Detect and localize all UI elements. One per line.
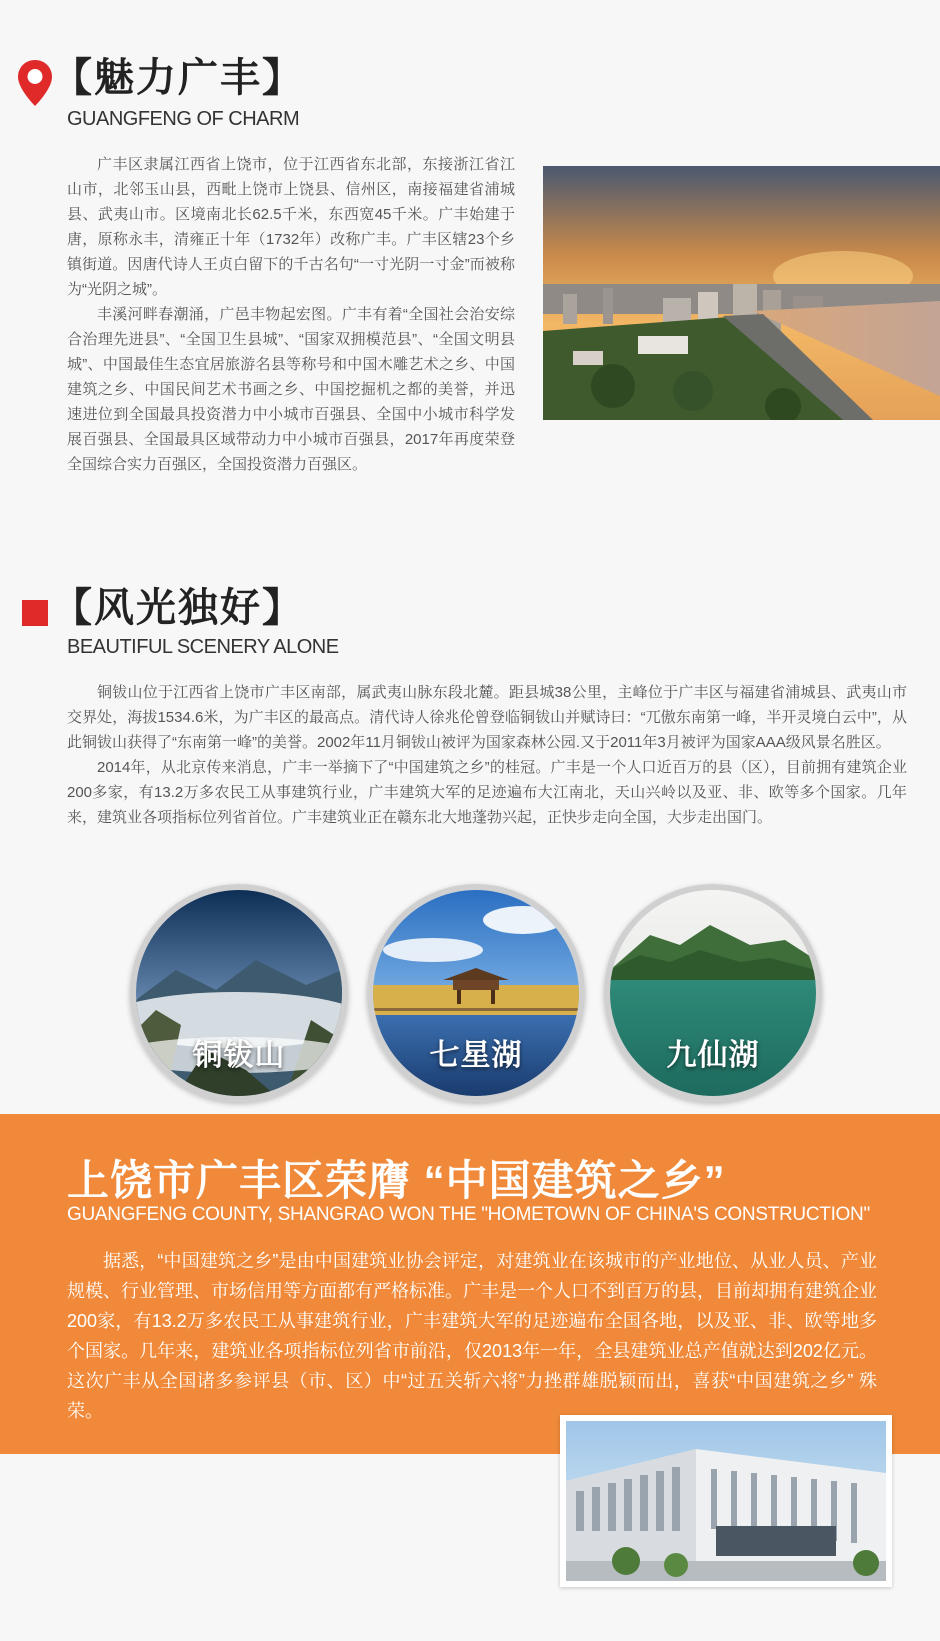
scenic-spot-tongboshan bbox=[130, 884, 348, 1102]
section-body-scenery bbox=[67, 680, 907, 830]
paragraph: 据悉，“中国建筑之乡”是由中国建筑业协会评定，对建筑业在该城市的产业地位、从业人员、产业规模、行业管理、市场信用等方面都有严格标准。广丰是一个人口不到百万的县，目前却拥有建筑企业200家，有13.2万多农民工从事建筑行业，广丰建筑大军的足迹遍布全国各地，以及亚、非、欧等地多个国家。几年来，建筑业各项指标位列省市前沿，仅2013年一年，全县建筑业总产值就达到202亿元。这次广丰从全国诸多参评县（市、区）中“过五关斩六将”力挫群雄脱颖而出，喜获“中国建筑之乡” 殊荣。 bbox=[67, 1251, 877, 1421]
section-subtitle-charm: GUANGFENG OF CHARM bbox=[67, 108, 300, 130]
scenic-spot-label: 七星湖 bbox=[429, 1039, 523, 1072]
section-title-scenery: 【风光独好】 bbox=[52, 586, 304, 630]
paragraph: 2014年，从北京传来消息，广丰一举摘下了“中国建筑之乡”的桂冠。广丰是一个人口近百万的县（区），目前拥有建筑企业200多家，有13.2万多农民工从事建筑行业，广丰建筑大军的足迹遍布大江南北，天山兴岭以及亚、非、欧等多个国家。几年来，建筑业各项指标位列省首位。广丰建筑业正在赣东北大地蓬勃兴起，正快步走向全国，大步走出国门。 bbox=[67, 759, 907, 826]
banner-subtitle: GUANGFENG COUNTY, SHANGRAO WON THE "HOMETOWN OF CHINA'S CONSTRUCTION" bbox=[67, 1204, 870, 1225]
section-title-charm: 【魅力广丰】 bbox=[52, 56, 304, 100]
paragraph: 铜钹山位于江西省上饶市广丰区南部，属武夷山脉东段北麓。距县城38公里，主峰位于广丰区与福建省浦城县、武夷山市交界处，海拔1534.6米，为广丰区的最高点。清代诗人徐兆伦曾登临铜钹山并赋诗曰：“兀傲东南第一峰，半开灵境白云中”，从此铜钹山获得了“东南第一峰”的美誉。2002年11月铜钹山被评为国家森林公园.又于2011年3月被评为国家AAA级风景名胜区。 bbox=[67, 684, 907, 751]
red-square-icon bbox=[22, 600, 48, 626]
section-subtitle-scenery: BEAUTIFUL SCENERY ALONE bbox=[67, 636, 339, 658]
scenic-spot-qixinghu bbox=[367, 884, 585, 1102]
scenic-spot-label: 铜钹山 bbox=[192, 1039, 286, 1072]
banner-title: 上饶市广丰区荣膺 “中国建筑之乡” bbox=[67, 1157, 726, 1204]
scenic-spot-label: 九仙湖 bbox=[666, 1039, 760, 1072]
scenic-spot-jiuxianhu bbox=[604, 884, 822, 1102]
building-photo bbox=[560, 1415, 892, 1587]
location-pin-icon bbox=[16, 58, 54, 108]
paragraph: 广丰区隶属江西省上饶市，位于江西省东北部，东接浙江省江山市，北邻玉山县，西毗上饶市上饶县、信州区，南接福建省浦城县、武夷山市。区境南北长62.5千米，东西宽45千米。广丰始建于唐，原称永丰，清雍正十年（1732年）改称广丰。广丰区辖23个乡镇街道。因唐代诗人王贞白留下的千古名句“一寸光阴一寸金”而被称为“光阴之城”。 bbox=[67, 156, 515, 298]
section-body-charm bbox=[67, 152, 515, 477]
city-sunset-photo bbox=[543, 166, 940, 420]
paragraph: 丰溪河畔春潮涌，广邑丰物起宏图。广丰有着“全国社会治安综合治理先进县”、“全国卫生县城”、“国家双拥模范县”、“全国文明县城”、中国最佳生态宜居旅游名县等称号和中国木雕艺术之乡、中国建筑之乡、中国民间艺术书画之乡、中国挖掘机之都的美誉，并迅速进位到全国最具投资潜力中小城市百强县、全国中小城市科学发展百强县、全国最具区域带动力中小城市百强县，2017年再度荣登全国综合实力百强区，全国投资潜力百强区。 bbox=[67, 306, 515, 473]
banner-body bbox=[67, 1246, 877, 1426]
